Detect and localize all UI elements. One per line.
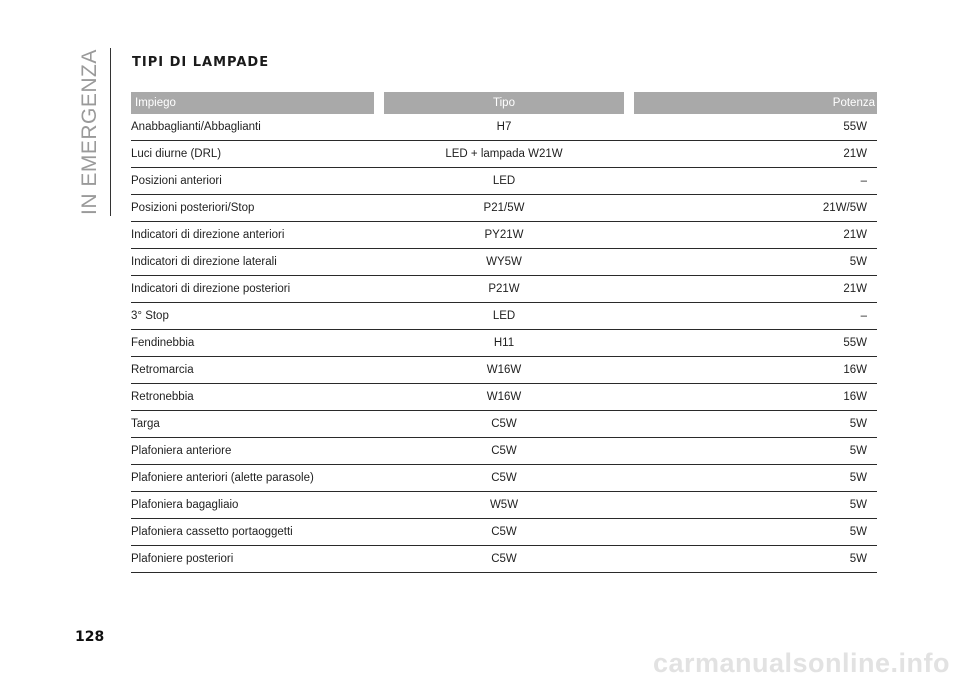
cell-potenza: 5W xyxy=(629,411,877,438)
table-row xyxy=(131,519,877,546)
side-divider xyxy=(110,48,111,216)
cell-potenza: – xyxy=(629,303,877,330)
cell-potenza: 21W xyxy=(629,141,877,168)
table-body xyxy=(131,114,877,573)
cell-impiego: Plafoniere posteriori xyxy=(131,546,379,573)
section-side-tab xyxy=(78,40,106,215)
table-row xyxy=(131,411,877,438)
cell-potenza: 5W xyxy=(629,519,877,546)
cell-tipo: W16W xyxy=(379,384,629,411)
cell-potenza: 55W xyxy=(629,330,877,357)
table-row xyxy=(131,303,877,330)
cell-tipo: LED + lampada W21W xyxy=(379,141,629,168)
cell-tipo: C5W xyxy=(379,519,629,546)
cell-impiego: Posizioni posteriori/Stop xyxy=(131,195,379,222)
cell-tipo: C5W xyxy=(379,546,629,573)
page-title: TIPI DI LAMPADE xyxy=(132,55,270,70)
table-row xyxy=(131,222,877,249)
cell-impiego: Posizioni anteriori xyxy=(131,168,379,195)
table-row xyxy=(131,168,877,195)
table-row xyxy=(131,492,877,519)
cell-potenza: 16W xyxy=(629,357,877,384)
column-header-potenza: Potenza xyxy=(629,92,877,114)
cell-impiego: Retromarcia xyxy=(131,357,379,384)
cell-tipo: C5W xyxy=(379,465,629,492)
cell-tipo: LED xyxy=(379,303,629,330)
cell-impiego: Luci diurne (DRL) xyxy=(131,141,379,168)
column-header-impiego: Impiego xyxy=(131,92,379,114)
cell-potenza: 5W xyxy=(629,546,877,573)
cell-potenza: 21W xyxy=(629,276,877,303)
cell-impiego: Retronebbia xyxy=(131,384,379,411)
page-number: 128 xyxy=(75,629,105,645)
table-row xyxy=(131,249,877,276)
cell-impiego: Indicatori di direzione laterali xyxy=(131,249,379,276)
cell-potenza: 5W xyxy=(629,465,877,492)
lamp-types-table xyxy=(131,92,877,573)
cell-impiego: Anabbaglianti/Abbaglianti xyxy=(131,114,379,141)
cell-tipo: P21W xyxy=(379,276,629,303)
cell-tipo: W16W xyxy=(379,357,629,384)
watermark: carmanualsonline.info xyxy=(652,648,950,678)
table-row xyxy=(131,384,877,411)
cell-potenza: 16W xyxy=(629,384,877,411)
table-row xyxy=(131,330,877,357)
cell-potenza: 21W/5W xyxy=(629,195,877,222)
cell-impiego: Plafoniere anteriori (alette parasole) xyxy=(131,465,379,492)
cell-tipo: W5W xyxy=(379,492,629,519)
cell-potenza: – xyxy=(629,168,877,195)
cell-tipo: LED xyxy=(379,168,629,195)
cell-tipo: PY21W xyxy=(379,222,629,249)
table-header-row xyxy=(131,92,877,114)
cell-impiego: Fendinebbia xyxy=(131,330,379,357)
table-row xyxy=(131,114,877,141)
table-row xyxy=(131,195,877,222)
cell-potenza: 5W xyxy=(629,438,877,465)
column-header-tipo: Tipo xyxy=(379,92,629,114)
table-row xyxy=(131,276,877,303)
section-side-tab-label: IN EMERGENZA xyxy=(78,49,101,215)
cell-impiego: Plafoniera cassetto portaoggetti xyxy=(131,519,379,546)
cell-impiego: Plafoniera bagagliaio xyxy=(131,492,379,519)
cell-tipo: H7 xyxy=(379,114,629,141)
cell-tipo: WY5W xyxy=(379,249,629,276)
cell-potenza: 21W xyxy=(629,222,877,249)
cell-potenza: 55W xyxy=(629,114,877,141)
cell-impiego: Plafoniera anteriore xyxy=(131,438,379,465)
table-row xyxy=(131,546,877,573)
cell-impiego: Indicatori di direzione anteriori xyxy=(131,222,379,249)
cell-tipo: H11 xyxy=(379,330,629,357)
cell-potenza: 5W xyxy=(629,249,877,276)
table-row xyxy=(131,438,877,465)
cell-impiego: 3° Stop xyxy=(131,303,379,330)
cell-potenza: 5W xyxy=(629,492,877,519)
cell-tipo: C5W xyxy=(379,438,629,465)
table-row xyxy=(131,141,877,168)
cell-tipo: C5W xyxy=(379,411,629,438)
cell-tipo: P21/5W xyxy=(379,195,629,222)
table-row xyxy=(131,465,877,492)
table-row xyxy=(131,357,877,384)
cell-impiego: Indicatori di direzione posteriori xyxy=(131,276,379,303)
cell-impiego: Targa xyxy=(131,411,379,438)
